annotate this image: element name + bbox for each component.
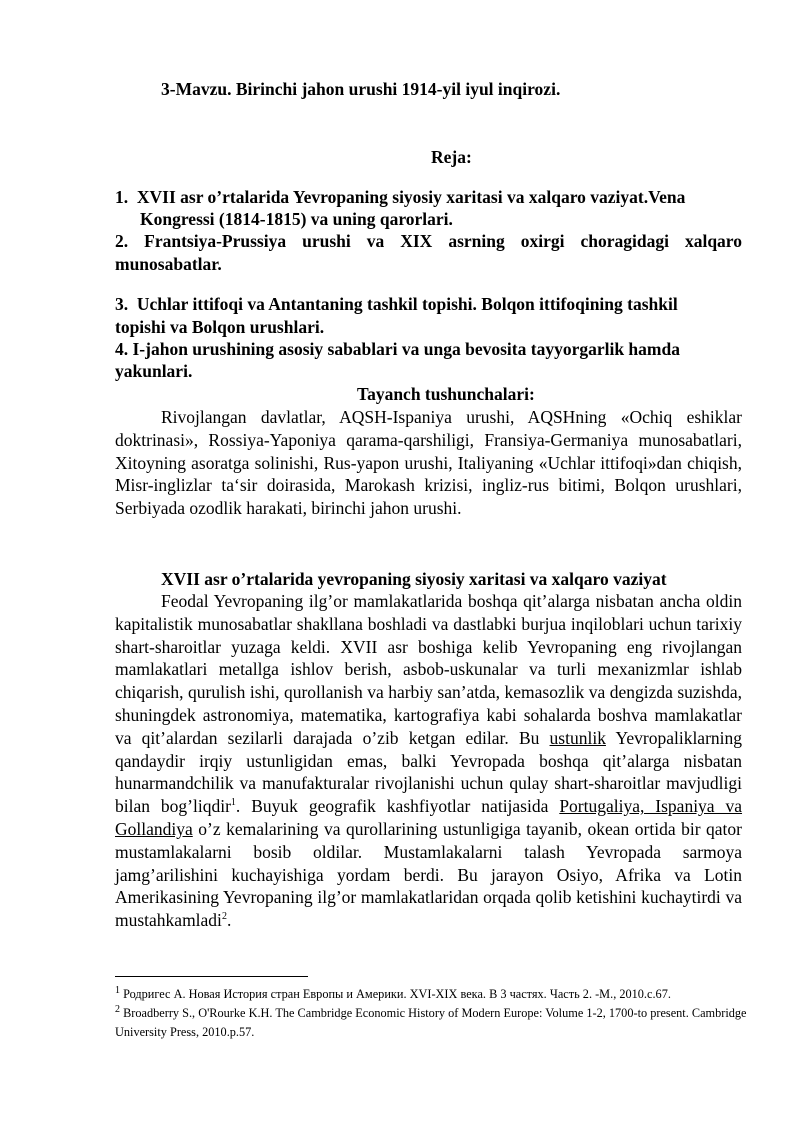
plan-heading: Reja: [431,147,472,167]
key-concepts-text: Rivojlangan davlatlar, AQSH-Ispaniya urushi, AQSHning «Ochiq eshiklar doktrinasi», Rossiya-Yaponiya qarama-qarshiligi, Fransiya-Germaniya munosabatlari, Xitoyning asoratga solinishi, Rus-yapon urushi, Italiyaning «Uchlar ittifoqi»dan chiqish, Misr-inglizlar ta‘sir doirasida, Marokash krizisi, ingliz-rus bitimi, Bolqon urushlari, Serbiyada ozodlik harakati, birinchi jahon urushi. [115,407,742,519]
footnote-1: $^1$ Родригес А. Новая История стран Европы и Америки. XVI-XIX века. В 3 частях. Часть 2. -М., 2010.с.67. [115,984,671,1001]
section-paragraph: Feodal Yevropaning ilg’or mamlakatlarida boshqa qit’alarga nisbatan ancha oldin kapitalistik munosabatlar shakllana boshladi va dastlabki burjua inqiloblari uchun tarixiy shart-sharoitlar yuzaga keldi. XVII asr boshiga kelib Yevropaning eng rivojlangan mamlakatlari metallga ishlov berish, asbob-uskunalar va turli mexanizmlar ishlab chiqarish, qurulish ishi, qurollanish va harbiy san’atda, kemasozlik va dengizda suzishda, shuningdek astronomiya, matematika, kartografiya kabi sohalarda boshva mamlakatlar va qit’alardan sezilarli darajada o’zib ketgan edilar. Bu ustunlik Yevropaliklarning qandaydir irqiy ustunligidan emas, balki Yevropada boshqa qit’alarga nisbatan hunarmandchilik va manufakturalar rivojlanishi uchun qulay shart-sharoitlar mavjudligi bilan bog’liqdir$^1$. Buyuk geografik kashfiyotlar natijasida Portugaliya, Ispaniya va Gollandiya o’z kemalarining va qurollarining ustunligiga tayanib, okean ortida bir qator mustamlakalarni bosib oldilar. Mustamlakalarni talash Yevropada sarmoya jamg’arilishini kuchayishiga yordam berdi. Bu jarayon Osiyo, Afrika va Lotin Amerikasining Yevropaning ilg’or mamlakatlaridan orqada qolib ketishini kuchaytirdi va mustahkamladi$^2$. [115,591,743,931]
plan-item-1: 1. XVII asr o’rtalarida Yevropaning siyosiy xaritasi va xalqaro vaziyat.Vena [115,187,686,207]
footnote-2: $^2$ Broadberry S., O'Rourke K.H. The Cambridge Economic History of Modern Europe: Volume 1-2, 1700-to present. Cambridge University Press, 2010.p.57. [115,1003,747,1039]
document-title: 3-Mavzu. Birinchi jahon urushi 1914-yil iyul inqirozi. [161,79,561,99]
underlined-term: ustunlik [549,727,606,748]
section-heading: XVII asr o’rtalarida yevropaning siyosiy xaritasi va xalqaro vaziyat [161,569,667,589]
footnote-separator [115,976,308,977]
plan-item-2: 2. Frantsiya-Prussiya urushi va XIX asrning oxirgi choragidagi xalqaro munosabatlar. [115,231,742,274]
plan-item-4-cont: yakunlari. [115,361,193,381]
underlined-countries: Portugaliya, Ispaniya va Gollandiya [115,796,743,839]
plan-item-1-cont: Kongressi (1814-1815) va uning qarorlari. [140,209,453,229]
footnote-ref-2: 2 [221,911,227,923]
plan-item-3-cont: topishi va Bolqon urushlari. [115,317,325,337]
plan-item-4: 4. I-jahon urushining asosiy sabablari va unga bevosita tayyorgarlik hamda [115,339,680,359]
key-concepts-heading: Tayanch tushunchalari: [357,384,535,404]
plan-item-3: 3. Uchlar ittifoqi va Antantaning tashkil topishi. Bolqon ittifoqining tashkil [115,294,678,314]
footnote-ref-1: 1 [230,797,236,809]
